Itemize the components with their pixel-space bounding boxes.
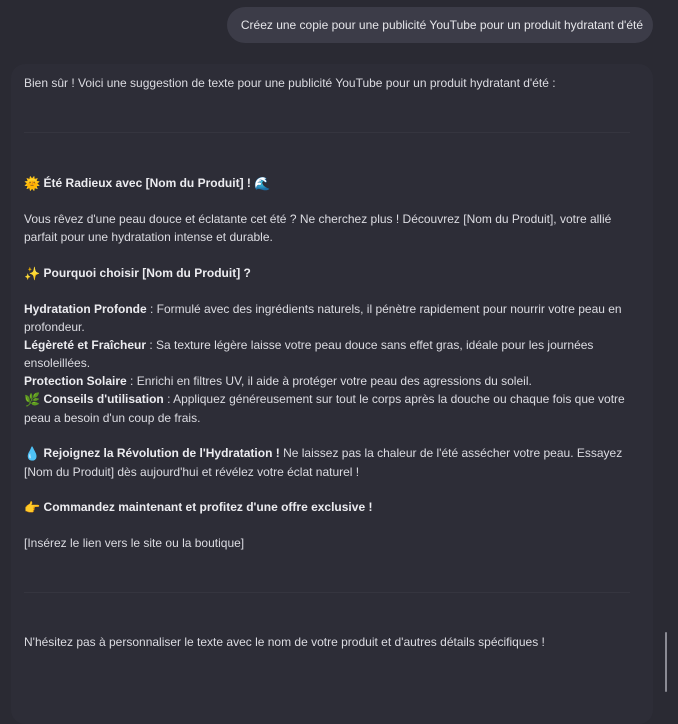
revolution-paragraph xyxy=(24,444,630,481)
pointing-hand-icon: 👉 xyxy=(24,500,41,515)
usage-tip xyxy=(24,390,630,427)
revolution-title: Rejoignez la Révolution de l'Hydratation ! xyxy=(43,446,280,460)
headline-text: Été Radieux avec [Nom du Produit] ! xyxy=(43,176,251,190)
sun-icon: 🌞 xyxy=(24,176,41,191)
revolution-desc: Ne laissez pas la chaleur de l'été assécher votre peau. Essayez [Nom du Produit] dès aujourd'hui et révélez votre éclat naturel ! xyxy=(24,446,623,479)
wave-icon: 🌊 xyxy=(254,176,271,191)
herb-icon: 🌿 xyxy=(24,392,41,407)
feature-desc: : Sa texture légère laisse votre peau douce sans effet gras, idéale pour les journées ensoleillées. xyxy=(24,338,594,370)
feature-title: Hydratation Profonde xyxy=(24,302,147,316)
intro-text: Bien sûr ! Voici une suggestion de texte pour une publicité YouTube pour un produit hydratant d'été : xyxy=(24,76,556,90)
usage-desc: : Appliquez généreusement sur tout le corps après la douche ou chaque fois que votre peau a besoin d'un coup de frais. xyxy=(24,392,625,425)
sparkles-icon: ✨ xyxy=(24,266,41,281)
cta-text: Commandez maintenant et profitez d'une offre exclusive ! xyxy=(43,500,373,514)
assistant-message xyxy=(11,64,653,724)
divider-bottom xyxy=(24,592,630,593)
feature-desc: : Enrichi en filtres UV, il aide à protéger votre peau des agressions du soleil. xyxy=(126,374,532,388)
droplet-icon: 💧 xyxy=(24,446,41,461)
intro-paragraph: Vous rêvez d'une peau douce et éclatante cet été ? Ne cherchez plus ! Découvrez [Nom du Produit], votre allié parfait pour une hydratation intense et durable. xyxy=(24,212,612,244)
feature-title: Légèreté et Fraîcheur xyxy=(24,338,147,352)
user-message-bubble xyxy=(227,7,653,43)
feature-desc: : Formulé avec des ingrédients naturels, il pénètre rapidement pour nourrir votre peau en profondeur. xyxy=(24,302,622,334)
why-heading xyxy=(24,264,630,283)
user-message-text: Créez une copie pour une publicité YouTube pour un produit hydratant d'été xyxy=(240,18,643,32)
feature-item xyxy=(24,300,630,336)
outro-text: N'hésitez pas à personnaliser le texte avec le nom de votre produit et d'autres détails spécifiques ! xyxy=(24,635,545,649)
feature-item xyxy=(24,372,630,390)
why-heading-text: Pourquoi choisir [Nom du Produit] ? xyxy=(43,266,251,280)
feature-title: Protection Solaire xyxy=(24,374,127,388)
headline xyxy=(24,174,630,193)
feature-item xyxy=(24,336,630,372)
link-placeholder: [Insérez le lien vers le site ou la boutique] xyxy=(24,536,245,550)
scrollbar-thumb[interactable] xyxy=(665,632,667,692)
cta-line xyxy=(24,498,630,517)
divider-top xyxy=(24,132,630,133)
usage-title: Conseils d'utilisation xyxy=(43,392,164,406)
